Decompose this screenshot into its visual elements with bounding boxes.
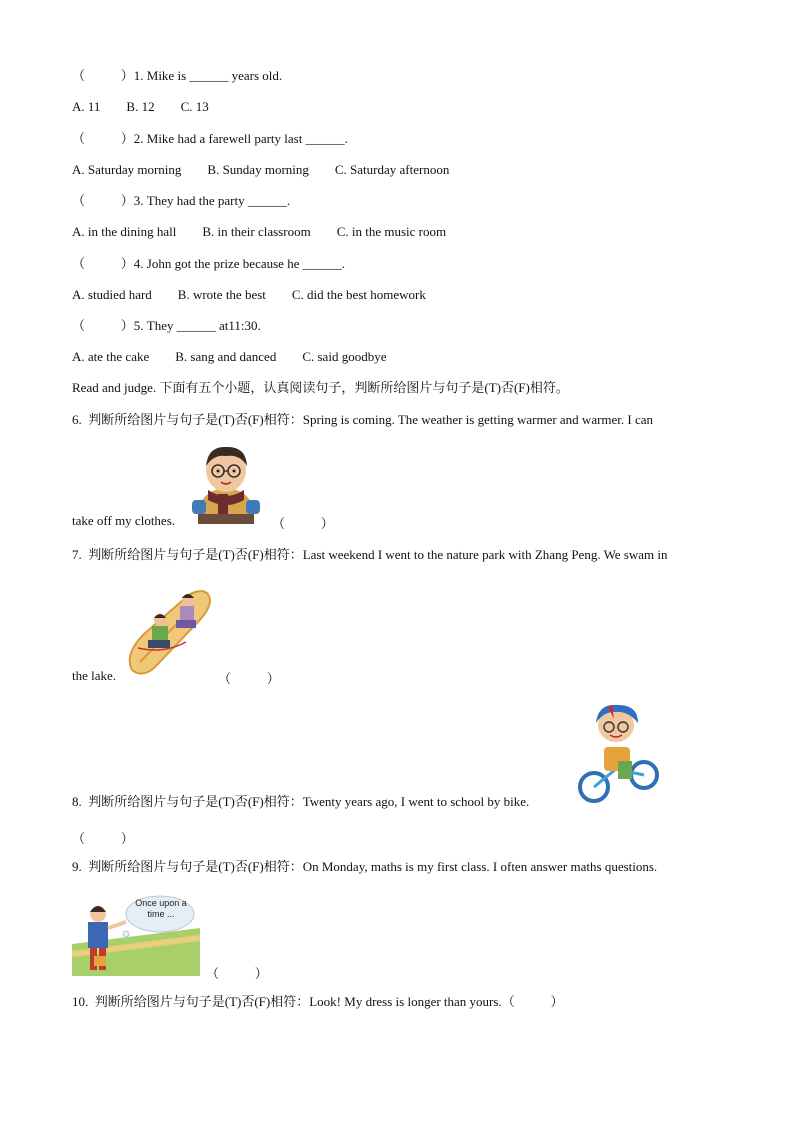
question-7-text-continued: the lake. [72, 668, 117, 683]
question-2-stem: （ ）2. Mike had a farewell party last ______. [72, 131, 348, 146]
question-9-answer-blank[interactable]: （ ） [206, 966, 268, 981]
storytelling-boy-picture [72, 892, 200, 976]
question-6-text: 6. 判断所给图片与句子是(T)否(F)相符：Spring is coming. The weather is getting warmer and warmer. I can [72, 412, 654, 427]
question-8-answer-blank[interactable]: （ ） [72, 831, 134, 846]
question-5-stem: （ ）5. They ______ at11:30. [72, 318, 261, 333]
question-6-answer-blank[interactable]: （ ） [272, 516, 334, 531]
question-5-options: A. ate the cake B. sang and danced C. said goodbye [72, 349, 387, 364]
question-7-answer-blank[interactable]: （ ） [218, 671, 280, 686]
boy-with-scarf-picture [190, 442, 262, 524]
question-1-stem: （ ）1. Mike is ______ years old. [72, 68, 283, 83]
question-4-options: A. studied hard B. wrote the best C. did the best homework [72, 287, 426, 302]
question-2-options: A. Saturday morning B. Sunday morning C. Saturday afternoon [72, 162, 450, 177]
boy-on-bike-picture [578, 703, 660, 807]
question-7-text: 7. 判断所给图片与句子是(T)否(F)相符：Last weekend I went to the nature park with Zhang Peng. We swam in [72, 547, 668, 562]
question-3-stem: （ ）3. They had the party ______. [72, 193, 291, 208]
question-10-answer-blank[interactable]: （ ） [501, 994, 564, 1009]
speech-bubble-text: Once upon a time ... [135, 898, 187, 919]
question-3-options: A. in the dining hall B. in their classroom C. in the music room [72, 224, 447, 239]
question-10-text: 10. 判断所给图片与句子是(T)否(F)相符：Look! My dress is longer than yours.（ ） [72, 994, 564, 1009]
section-title: Read and judge. 下面有五个小题，认真阅读句子，判断所给图片与句子是(T)否(F)相符。 [72, 380, 569, 395]
question-1-options: A. 11 B. 12 C. 13 [72, 99, 209, 114]
question-8-text: 8. 判断所给图片与句子是(T)否(F)相符：Twenty years ago, I went to school by bike. [72, 794, 530, 809]
question-6-text-continued: take off my clothes. [72, 513, 176, 528]
raft-boat-picture [124, 584, 212, 678]
question-4-stem: （ ）4. John got the prize because he ______. [72, 256, 345, 271]
question-9-text: 9. 判断所给图片与句子是(T)否(F)相符：On Monday, maths is my first class. I often answer maths questions. [72, 859, 658, 874]
